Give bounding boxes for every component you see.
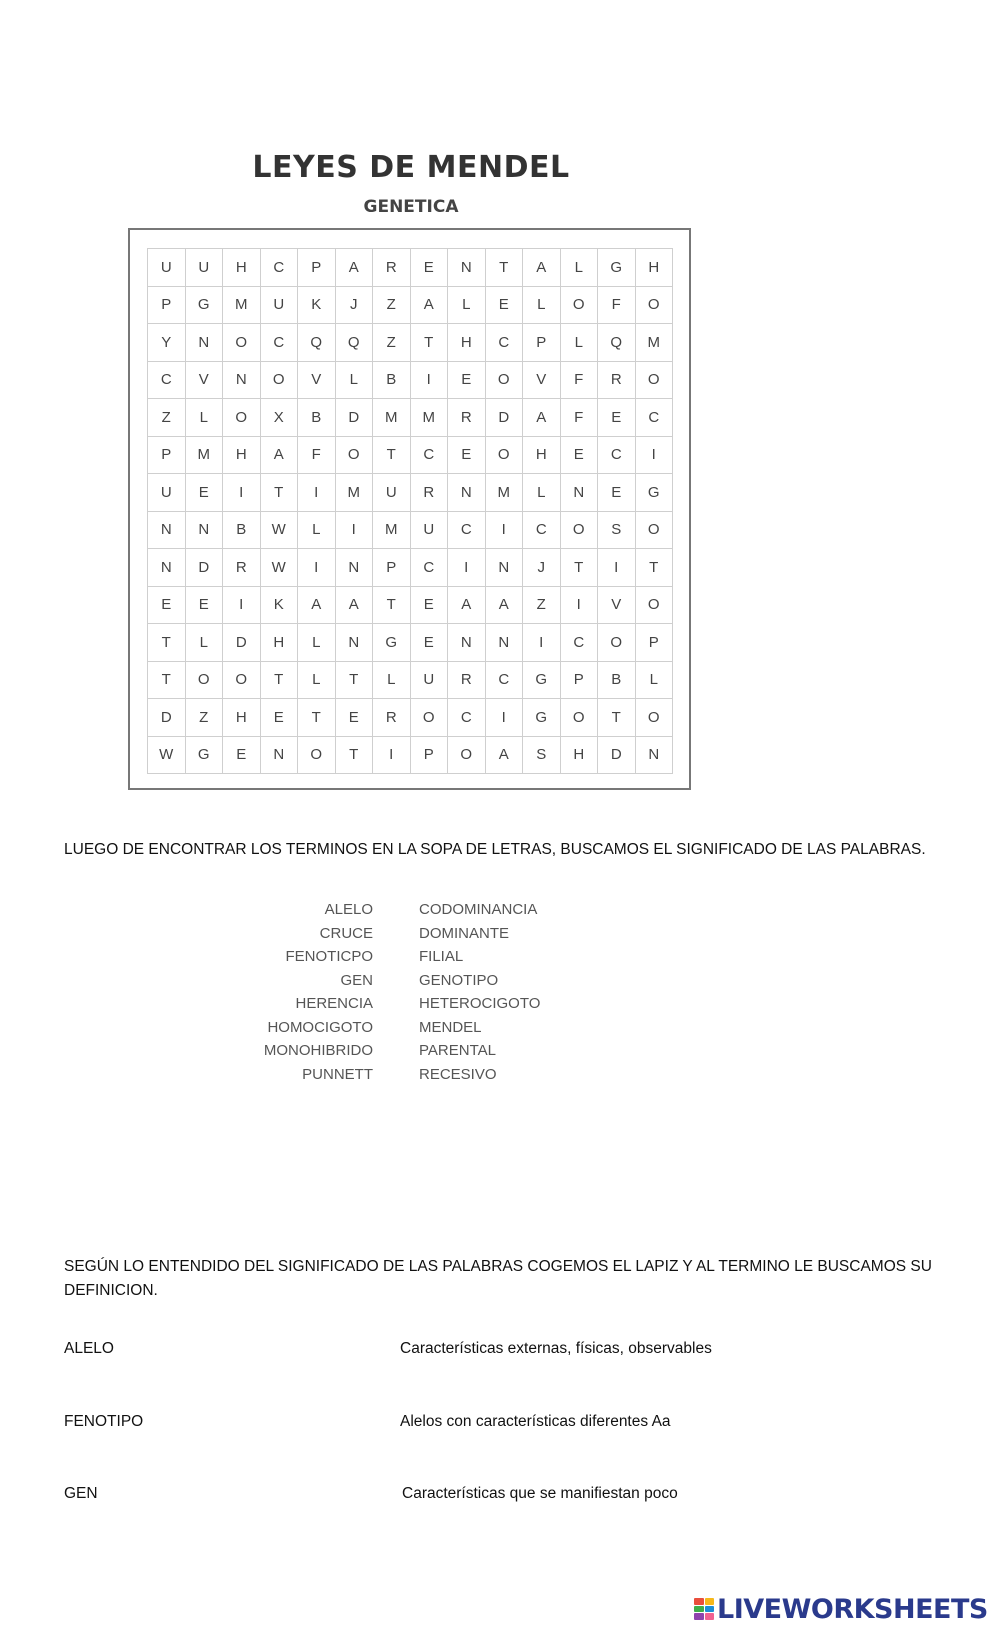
word-list-item: PUNNETT [302,1065,373,1083]
grid-letter-cell[interactable]: U [410,511,448,549]
grid-letter-cell[interactable]: N [485,549,523,587]
grid-letter-cell[interactable]: T [635,549,673,587]
grid-letter-cell[interactable]: T [260,661,298,699]
grid-letter-cell[interactable]: I [223,586,261,624]
grid-letter-cell[interactable]: C [598,436,636,474]
grid-letter-cell[interactable]: G [523,661,561,699]
grid-letter-cell[interactable]: C [485,324,523,362]
grid-letter-cell[interactable]: E [260,699,298,737]
grid-letter-cell[interactable]: V [298,361,336,399]
grid-letter-cell[interactable]: H [223,699,261,737]
grid-letter-cell[interactable]: I [298,474,336,512]
word-list-left [200,898,373,1086]
grid-letter-cell[interactable]: A [485,586,523,624]
grid-letter-cell[interactable]: I [560,586,598,624]
grid-letter-cell[interactable]: O [223,324,261,362]
grid-letter-cell[interactable]: O [185,661,223,699]
grid-letter-cell[interactable]: D [485,399,523,437]
grid-letter-cell[interactable]: R [373,699,411,737]
instruction-line-1: SEGÚN LO ENTENDIDO DEL SIGNIFICADO DE LAS PALABRAS COGEMOS EL LAPIZ Y AL TERMINO LE BUSCAMOS SU [64,1258,932,1275]
grid-letter-cell[interactable]: O [223,661,261,699]
grid-letter-cell[interactable]: E [448,436,486,474]
grid-letter-cell[interactable]: M [185,436,223,474]
grid-letter-cell[interactable]: C [485,661,523,699]
grid-letter-cell[interactable]: H [560,736,598,774]
grid-letter-cell[interactable]: T [148,661,186,699]
grid-letter-cell[interactable]: R [598,361,636,399]
grid-letter-cell[interactable]: L [298,511,336,549]
grid-letter-cell[interactable]: O [560,286,598,324]
instruction-match-definitions [64,1255,932,1303]
grid-letter-cell[interactable]: Z [185,699,223,737]
grid-letter-cell[interactable]: G [598,249,636,287]
grid-letter-cell[interactable]: A [298,586,336,624]
grid-letter-cell[interactable]: L [448,286,486,324]
word-list-item: DOMINANTE [419,924,509,942]
grid-letter-cell[interactable]: R [410,474,448,512]
grid-letter-cell[interactable]: W [260,549,298,587]
match-term-3: GEN [64,1485,98,1502]
grid-letter-cell[interactable]: M [410,399,448,437]
grid-letter-cell[interactable]: Q [298,324,336,362]
grid-letter-cell[interactable]: F [598,286,636,324]
grid-letter-cell[interactable]: N [148,549,186,587]
grid-letter-cell[interactable]: L [298,624,336,662]
grid-letter-cell[interactable]: T [335,736,373,774]
grid-letter-cell[interactable]: I [373,736,411,774]
grid-letter-cell[interactable]: L [635,661,673,699]
grid-letter-cell[interactable]: V [598,586,636,624]
word-list-item: FILIAL [419,948,464,965]
grid-row [148,586,673,624]
grid-row [148,286,673,324]
grid-letter-cell[interactable]: M [223,286,261,324]
grid-letter-cell[interactable]: P [635,624,673,662]
grid-letter-cell[interactable]: R [373,249,411,287]
grid-letter-cell[interactable]: G [373,624,411,662]
grid-letter-cell[interactable]: O [635,586,673,624]
grid-letter-cell[interactable]: O [223,399,261,437]
grid-letter-cell[interactable]: U [148,474,186,512]
grid-letter-cell[interactable]: D [185,549,223,587]
grid-letter-cell[interactable]: B [223,511,261,549]
grid-letter-cell[interactable]: M [373,511,411,549]
grid-letter-cell[interactable]: I [223,474,261,512]
word-list-item: GEN [340,971,373,989]
match-term-1: ALELO [64,1340,114,1357]
grid-letter-cell[interactable]: O [298,736,336,774]
grid-letter-cell[interactable]: T [298,699,336,737]
grid-letter-cell[interactable]: N [335,624,373,662]
grid-letter-cell[interactable]: C [560,624,598,662]
grid-letter-cell[interactable]: E [598,399,636,437]
grid-letter-cell[interactable]: E [560,436,598,474]
grid-row [148,324,673,362]
grid-letter-cell[interactable]: F [560,399,598,437]
grid-letter-cell[interactable]: D [223,624,261,662]
grid-letter-cell[interactable]: E [223,736,261,774]
worksheet-title: LEYES DE MENDEL [252,150,570,185]
liveworksheets-logo-icon [694,1598,714,1620]
grid-letter-cell[interactable]: L [523,286,561,324]
grid-letter-cell[interactable]: V [523,361,561,399]
brand-name: LIVEWORKSHEETS [717,1593,988,1625]
grid-letter-cell[interactable]: B [373,361,411,399]
grid-letter-cell[interactable]: T [148,624,186,662]
grid-letter-cell[interactable]: U [410,661,448,699]
grid-row [148,736,673,774]
grid-letter-cell[interactable]: M [635,324,673,362]
grid-letter-cell[interactable]: H [635,249,673,287]
grid-letter-cell[interactable]: O [635,286,673,324]
grid-letter-cell[interactable]: N [148,511,186,549]
word-list-item: PARENTAL [419,1042,496,1059]
grid-letter-cell[interactable]: N [185,324,223,362]
grid-letter-cell[interactable]: I [523,624,561,662]
word-list-item: RECESIVO [419,1065,497,1083]
grid-letter-cell[interactable]: P [523,324,561,362]
grid-letter-cell[interactable]: G [523,699,561,737]
instruction-find-words: LUEGO DE ENCONTRAR LOS TERMINOS EN LA SOPA DE LETRAS, BUSCAMOS EL SIGNIFICADO DE LAS PALABRAS. [64,841,926,858]
grid-letter-cell[interactable]: I [448,549,486,587]
word-list-item: HERENCIA [295,995,373,1012]
grid-letter-cell[interactable]: T [598,699,636,737]
grid-letter-cell[interactable]: N [448,624,486,662]
grid-letter-cell[interactable]: L [335,361,373,399]
grid-letter-cell[interactable]: I [298,549,336,587]
grid-letter-cell[interactable]: G [635,474,673,512]
grid-letter-cell[interactable]: Y [148,324,186,362]
word-list-item: HETEROCIGOTO [419,995,541,1012]
grid-letter-cell[interactable]: A [523,249,561,287]
grid-letter-cell[interactable]: T [373,586,411,624]
grid-letter-cell[interactable]: E [598,474,636,512]
grid-letter-cell[interactable]: O [635,511,673,549]
grid-letter-cell[interactable]: C [148,361,186,399]
grid-letter-cell[interactable]: J [523,549,561,587]
grid-letter-cell[interactable]: D [598,736,636,774]
grid-letter-cell[interactable]: T [485,249,523,287]
grid-letter-cell[interactable]: M [335,474,373,512]
grid-letter-cell[interactable]: C [448,699,486,737]
grid-letter-cell[interactable]: O [635,699,673,737]
word-list-item: HOMOCIGOTO [267,1018,373,1036]
grid-letter-cell[interactable]: U [148,249,186,287]
word-list-item: GENOTIPO [419,971,499,989]
grid-letter-cell[interactable]: A [485,736,523,774]
grid-letter-cell[interactable]: W [260,511,298,549]
grid-letter-cell[interactable]: L [560,249,598,287]
grid-letter-cell[interactable]: N [635,736,673,774]
word-list-item: ALELO [324,901,373,918]
grid-letter-cell[interactable]: C [635,399,673,437]
grid-letter-cell[interactable]: M [373,399,411,437]
grid-letter-cell[interactable]: F [560,361,598,399]
grid-letter-cell[interactable]: Z [523,586,561,624]
grid-letter-cell[interactable]: O [598,624,636,662]
grid-letter-cell[interactable]: O [485,361,523,399]
grid-letter-cell[interactable]: P [148,286,186,324]
match-definition-3[interactable]: Características que se manifiestan poco [402,1485,678,1502]
grid-letter-cell[interactable]: E [185,474,223,512]
grid-letter-cell[interactable]: N [448,249,486,287]
grid-row [148,549,673,587]
word-list-right [419,898,669,1086]
word-list-item: CODOMINANCIA [419,901,538,918]
grid-letter-cell[interactable]: E [335,699,373,737]
word-list-item: CRUCE [319,924,373,942]
grid-letter-cell[interactable]: E [410,586,448,624]
grid-letter-cell[interactable]: V [185,361,223,399]
grid-row [148,661,673,699]
grid-letter-cell[interactable]: J [335,286,373,324]
grid-letter-cell[interactable]: Q [335,324,373,362]
liveworksheets-brand [694,1592,988,1626]
word-list-item: FENOTICPO [285,948,373,965]
grid-letter-cell[interactable]: Z [373,324,411,362]
grid-letter-cell[interactable]: N [223,361,261,399]
grid-letter-cell[interactable]: G [185,736,223,774]
grid-letter-cell[interactable]: P [148,436,186,474]
grid-letter-cell[interactable]: P [410,736,448,774]
grid-letter-cell[interactable]: O [448,736,486,774]
grid-letter-cell[interactable]: A [335,249,373,287]
grid-letter-cell[interactable]: D [335,399,373,437]
grid-letter-cell[interactable]: T [410,324,448,362]
grid-letter-cell[interactable]: A [410,286,448,324]
grid-row [148,624,673,662]
grid-letter-cell[interactable]: I [485,699,523,737]
grid-letter-cell[interactable]: X [260,399,298,437]
grid-letter-cell[interactable]: R [223,549,261,587]
grid-letter-cell[interactable]: K [260,586,298,624]
grid-letter-cell[interactable]: L [523,474,561,512]
grid-letter-cell[interactable]: Z [373,286,411,324]
instruction-line-2: DEFINICION. [64,1282,158,1299]
grid-row [148,474,673,512]
grid-letter-cell[interactable]: U [260,286,298,324]
grid-letter-cell[interactable]: I [598,549,636,587]
grid-letter-cell[interactable]: A [335,586,373,624]
grid-letter-cell[interactable]: F [298,436,336,474]
grid-letter-cell[interactable]: N [448,474,486,512]
grid-letter-cell[interactable]: L [560,324,598,362]
grid-letter-cell[interactable]: O [260,361,298,399]
grid-letter-cell[interactable]: C [448,511,486,549]
grid-row [148,249,673,287]
grid-letter-cell[interactable]: H [523,436,561,474]
grid-letter-cell[interactable]: H [223,436,261,474]
worksheet-subtitle: GENETICA [363,197,459,217]
grid-letter-cell[interactable]: E [485,286,523,324]
grid-letter-cell[interactable]: E [448,361,486,399]
grid-letter-cell[interactable]: H [448,324,486,362]
match-definition-1[interactable]: Características externas, físicas, observables [400,1340,712,1357]
grid-letter-cell[interactable]: O [485,436,523,474]
grid-letter-cell[interactable]: N [335,549,373,587]
grid-letter-cell[interactable]: W [148,736,186,774]
grid-letter-cell[interactable]: I [635,436,673,474]
grid-letter-cell[interactable]: E [185,586,223,624]
word-list-item: MONOHIBRIDO [263,1042,373,1059]
grid-letter-cell[interactable]: H [223,249,261,287]
grid-letter-cell[interactable]: G [185,286,223,324]
grid-letter-cell[interactable]: A [523,399,561,437]
grid-letter-cell[interactable]: N [260,736,298,774]
grid-letter-cell[interactable]: Z [148,399,186,437]
grid-letter-cell[interactable]: C [410,549,448,587]
grid-letter-cell[interactable]: L [298,661,336,699]
grid-letter-cell[interactable]: B [298,399,336,437]
grid-letter-cell[interactable]: S [598,511,636,549]
grid-letter-cell[interactable]: D [148,699,186,737]
word-list-item: MENDEL [419,1018,482,1036]
grid-letter-cell[interactable]: O [560,511,598,549]
grid-letter-cell[interactable]: C [260,249,298,287]
grid-letter-cell[interactable]: U [373,474,411,512]
grid-letter-cell[interactable]: B [598,661,636,699]
grid-letter-cell[interactable]: O [335,436,373,474]
grid-row [148,361,673,399]
grid-letter-cell[interactable]: A [448,586,486,624]
grid-letter-cell[interactable]: E [410,624,448,662]
grid-letter-cell[interactable]: A [260,436,298,474]
grid-letter-cell[interactable]: E [410,249,448,287]
grid-letter-cell[interactable]: C [523,511,561,549]
grid-letter-cell[interactable]: I [485,511,523,549]
grid-letter-cell[interactable]: Q [598,324,636,362]
match-definition-2[interactable]: Alelos con características diferentes Aa [400,1413,671,1430]
grid-letter-cell[interactable]: C [260,324,298,362]
grid-letter-cell[interactable]: T [260,474,298,512]
grid-letter-cell[interactable]: R [448,399,486,437]
grid-letter-cell[interactable]: I [335,511,373,549]
grid-letter-cell[interactable]: T [335,661,373,699]
grid-letter-cell[interactable]: N [485,624,523,662]
grid-letter-cell[interactable]: T [560,549,598,587]
grid-letter-cell[interactable]: T [373,436,411,474]
grid-letter-cell[interactable]: N [185,511,223,549]
word-search-grid[interactable] [147,248,673,774]
grid-letter-cell[interactable]: R [448,661,486,699]
grid-letter-cell[interactable]: L [185,624,223,662]
grid-letter-cell[interactable]: P [560,661,598,699]
grid-letter-cell[interactable]: P [298,249,336,287]
grid-letter-cell[interactable]: N [560,474,598,512]
grid-letter-cell[interactable]: O [635,361,673,399]
grid-letter-cell[interactable]: I [410,361,448,399]
grid-letter-cell[interactable]: M [485,474,523,512]
grid-row [148,511,673,549]
grid-letter-cell[interactable]: K [298,286,336,324]
grid-letter-cell[interactable]: C [410,436,448,474]
grid-letter-cell[interactable]: O [560,699,598,737]
grid-letter-cell[interactable]: O [410,699,448,737]
grid-row [148,699,673,737]
grid-letter-cell[interactable]: S [523,736,561,774]
grid-letter-cell[interactable]: U [185,249,223,287]
match-term-2: FENOTIPO [64,1413,144,1430]
grid-letter-cell[interactable]: E [148,586,186,624]
grid-letter-cell[interactable]: H [260,624,298,662]
grid-letter-cell[interactable]: L [373,661,411,699]
grid-row [148,436,673,474]
grid-row [148,399,673,437]
grid-letter-cell[interactable]: P [373,549,411,587]
grid-letter-cell[interactable]: L [185,399,223,437]
